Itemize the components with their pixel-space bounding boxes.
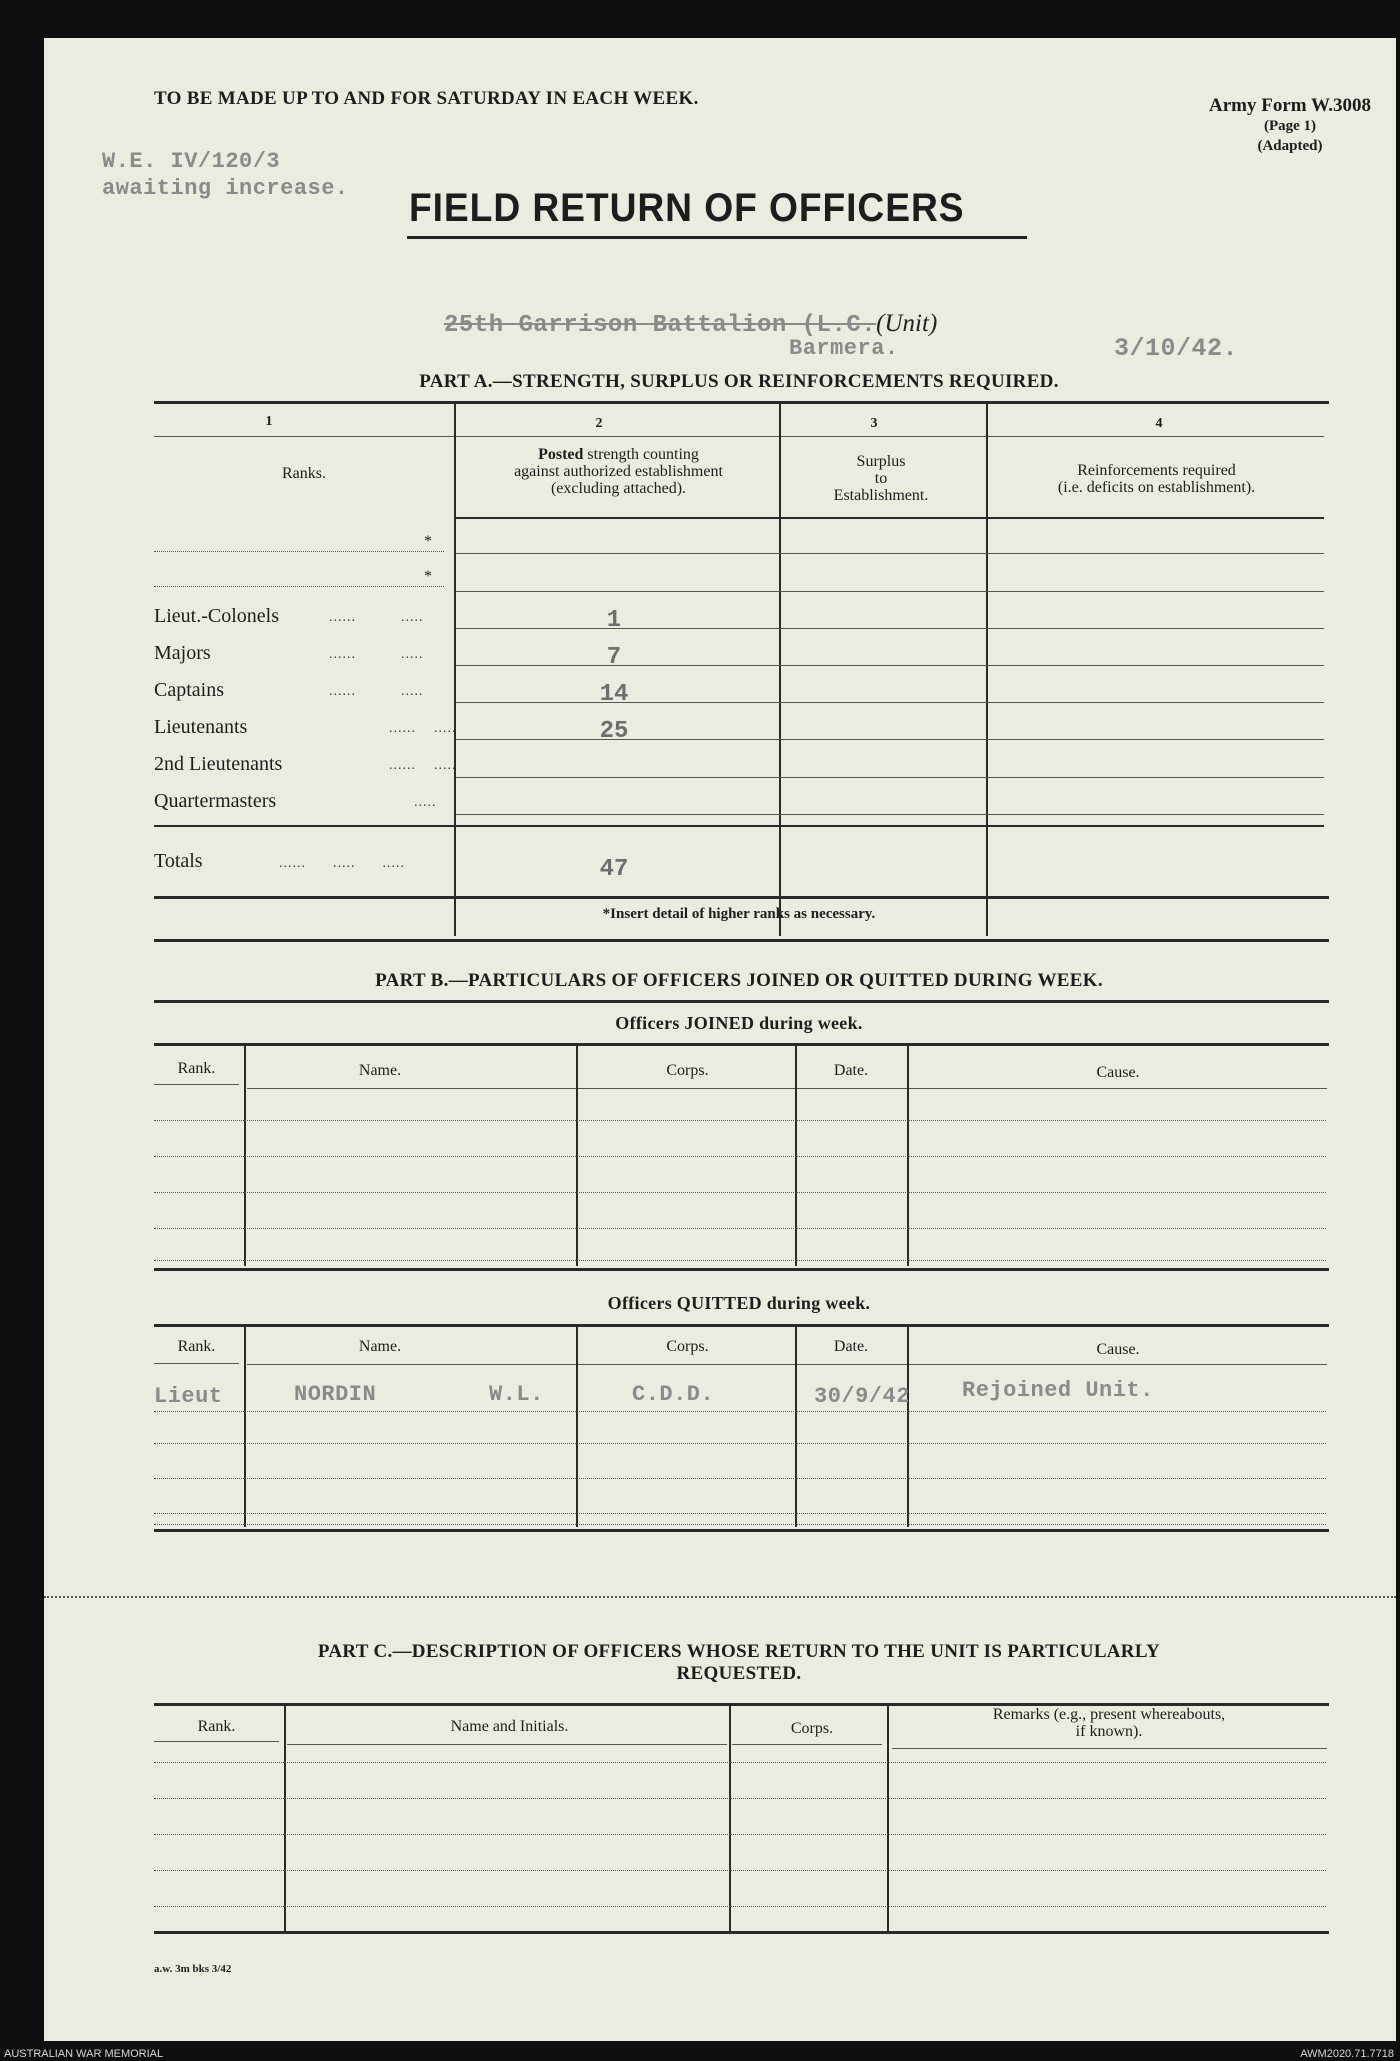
form-adapted: (Adapted) bbox=[1257, 138, 1323, 154]
quitted-rank-rule bbox=[154, 1363, 239, 1364]
part-c-bottom-rule bbox=[154, 1931, 1329, 1934]
quitted-line-3 bbox=[154, 1478, 1326, 1479]
asterisk-row-2-dots bbox=[154, 586, 444, 587]
quitted-bottom-rule bbox=[154, 1529, 1329, 1532]
part-c-remarks-2: if known). bbox=[1075, 1723, 1143, 1740]
joined-title: Officers JOINED during week. bbox=[615, 1013, 863, 1033]
rank-row-captains: Captains bbox=[154, 679, 224, 701]
part-a-col-divider-3 bbox=[986, 404, 988, 936]
part-c-corps-rule bbox=[732, 1744, 882, 1745]
totals-value: 47 bbox=[599, 856, 629, 883]
form-number: Army Form W.3008 bbox=[1208, 95, 1371, 116]
part-c-title bbox=[154, 1641, 1324, 1685]
part-a-note: *Insert detail of higher ranks as necessary. bbox=[602, 906, 876, 922]
surplus-head-1: Surplus bbox=[856, 453, 906, 470]
posted-head bbox=[456, 446, 781, 497]
leader-dots: ...... ..... bbox=[329, 610, 424, 625]
quitted-initials-value: W.L. bbox=[489, 1382, 544, 1407]
part-a-bottom-rule bbox=[154, 896, 1329, 899]
joined-top-rule bbox=[154, 1043, 1329, 1046]
asterisk-row-1-dots bbox=[154, 551, 444, 552]
asterisk-1: * bbox=[424, 533, 432, 550]
posted-head-3: (excluding attached). bbox=[550, 480, 687, 497]
quitted-rank-value: Lieut bbox=[154, 1384, 223, 1409]
col-number-rule bbox=[456, 436, 1324, 437]
part-c-remarks-1: Remarks (e.g., present whereabouts, bbox=[992, 1706, 1226, 1723]
posted-head-bold: Posted bbox=[538, 446, 584, 463]
quitted-line-1 bbox=[154, 1411, 1326, 1412]
print-code: a.w. 3m bks 3/42 bbox=[154, 1963, 232, 1975]
leader-dots: ...... ..... ..... bbox=[279, 856, 405, 871]
joined-rank-rule bbox=[154, 1084, 239, 1085]
part-a-col-divider-1 bbox=[454, 404, 456, 936]
rank-row-2nd-lieutenants: 2nd Lieutenants bbox=[154, 753, 283, 775]
unit-place: Barmera. bbox=[789, 336, 899, 361]
perforation-line bbox=[44, 1596, 1396, 1598]
row-rule-8 bbox=[456, 814, 1324, 815]
accession-number: AWM2020.71.7718 bbox=[1300, 2048, 1394, 2060]
joined-head-name: Name. bbox=[358, 1062, 402, 1079]
joined-head-date: Date. bbox=[833, 1062, 869, 1079]
quitted-line-4 bbox=[154, 1513, 1326, 1514]
part-c-head-name: Name and Initials. bbox=[450, 1718, 569, 1735]
part-b-title: PART B.—PARTICULARS OF OFFICERS JOINED OR QUITTED DURING WEEK. bbox=[375, 970, 1103, 991]
form-sheet bbox=[44, 38, 1396, 2041]
part-c-divider-1 bbox=[284, 1706, 286, 1931]
quitted-line-2 bbox=[154, 1443, 1326, 1444]
part-c-name-rule bbox=[287, 1744, 727, 1745]
rank-row-quartermasters: Quartermasters bbox=[154, 790, 277, 812]
col-number-4: 4 bbox=[1155, 416, 1163, 431]
quitted-surname-value: NORDIN bbox=[294, 1382, 377, 1407]
part-c-rank-rule bbox=[154, 1741, 279, 1742]
posted-head-1: strength counting bbox=[587, 446, 699, 463]
weekly-instruction: TO BE MADE UP TO AND FOR SATURDAY IN EACH WEEK. bbox=[154, 88, 699, 109]
asterisk-2: * bbox=[424, 568, 432, 585]
posted-captains: 14 bbox=[599, 681, 629, 708]
part-c-divider-3 bbox=[887, 1706, 889, 1931]
stamp-line-2: awaiting increase. bbox=[102, 176, 349, 201]
col-number-3: 3 bbox=[870, 416, 878, 431]
joined-line-1 bbox=[154, 1120, 1326, 1121]
part-a-top-rule bbox=[154, 401, 1329, 404]
quitted-divider-3 bbox=[795, 1327, 797, 1527]
quitted-cause-value: Rejoined Unit. bbox=[962, 1378, 1154, 1403]
totals-label: Totals bbox=[154, 850, 203, 872]
posted-lieutenants: 25 bbox=[599, 718, 629, 745]
part-c-line-1 bbox=[154, 1762, 1326, 1763]
joined-line-3 bbox=[154, 1192, 1326, 1193]
surplus-head-3: Establishment. bbox=[833, 487, 929, 504]
col-number-1: 1 bbox=[265, 414, 273, 429]
row-rule-2 bbox=[456, 591, 1324, 592]
part-a-col-divider-2 bbox=[779, 404, 781, 936]
stamp-line-1: W.E. IV/120/3 bbox=[102, 149, 281, 174]
leader-dots: ...... ..... bbox=[389, 758, 457, 773]
row-rule-7 bbox=[456, 777, 1324, 778]
quitted-head-cause: Cause. bbox=[1096, 1341, 1140, 1358]
joined-head-rule bbox=[247, 1088, 1327, 1089]
part-c-remarks-rule bbox=[892, 1748, 1327, 1749]
part-c-line-2 bbox=[154, 1798, 1326, 1799]
form-number-block bbox=[1209, 96, 1371, 156]
quitted-title: Officers QUITTED during week. bbox=[607, 1293, 871, 1313]
col-number-2: 2 bbox=[595, 416, 603, 431]
part-c-head-remarks bbox=[889, 1706, 1329, 1740]
title-underline bbox=[407, 236, 1027, 239]
joined-bottom-rule bbox=[154, 1268, 1329, 1271]
reinforcements-head-2: (i.e. deficits on establishment). bbox=[1057, 479, 1256, 496]
row-rule-1 bbox=[456, 553, 1324, 554]
quitted-head-corps: Corps. bbox=[666, 1338, 709, 1355]
posted-head-2: against authorized establishment bbox=[514, 463, 723, 480]
quitted-top-rule bbox=[154, 1324, 1329, 1327]
establishment-stamp bbox=[102, 148, 349, 202]
leader-dots: ...... ..... bbox=[389, 721, 457, 736]
joined-line-5 bbox=[154, 1260, 1326, 1261]
rank-row-majors: Majors bbox=[154, 642, 211, 664]
quitted-divider-1 bbox=[244, 1327, 246, 1527]
leader-dots: ...... ..... bbox=[329, 647, 424, 662]
unit-line bbox=[444, 310, 937, 339]
unit-label: (Unit) bbox=[876, 310, 938, 337]
quitted-corps-value: C.D.D. bbox=[632, 1382, 715, 1407]
rank-row-lieut-colonels: Lieut.-Colonels bbox=[154, 605, 279, 627]
joined-head-rank: Rank. bbox=[177, 1060, 216, 1077]
quitted-divider-4 bbox=[907, 1327, 909, 1527]
part-a-end-rule bbox=[154, 939, 1329, 942]
quitted-head-rank: Rank. bbox=[177, 1338, 216, 1355]
posted-majors: 7 bbox=[606, 644, 622, 671]
rank-row-lieutenants: Lieutenants bbox=[154, 716, 248, 738]
ranks-head: Ranks. bbox=[282, 465, 326, 482]
return-date: 3/10/42. bbox=[1114, 334, 1239, 363]
quitted-head-name: Name. bbox=[358, 1338, 402, 1355]
part-c-divider-2 bbox=[729, 1706, 731, 1931]
totals-top-rule bbox=[154, 825, 1324, 827]
joined-line-2 bbox=[154, 1156, 1326, 1157]
posted-lieut-colonels: 1 bbox=[606, 607, 622, 634]
part-c-line-3 bbox=[154, 1834, 1326, 1835]
quitted-head-rule bbox=[247, 1364, 1327, 1365]
leader-dots: ...... ..... bbox=[329, 684, 424, 699]
col1-number-rule bbox=[154, 436, 454, 437]
form-page: (Page 1) bbox=[1263, 118, 1317, 134]
part-c-line-5 bbox=[154, 1906, 1326, 1907]
part-c-title-2: REQUESTED. bbox=[676, 1663, 802, 1684]
reinforcements-head bbox=[989, 462, 1324, 496]
reinforcements-head-1: Reinforcements required bbox=[1077, 462, 1236, 479]
surplus-head bbox=[781, 453, 981, 504]
part-c-title-1: PART C.—DESCRIPTION OF OFFICERS WHOSE RETURN TO THE UNIT IS PARTICULARLY bbox=[317, 1641, 1161, 1662]
joined-head-corps: Corps. bbox=[666, 1062, 709, 1079]
archive-credit: AUSTRALIAN WAR MEMORIAL bbox=[4, 2048, 164, 2060]
quitted-head-date: Date. bbox=[833, 1338, 869, 1355]
part-c-line-4 bbox=[154, 1870, 1326, 1871]
col-head-rule bbox=[456, 517, 1324, 519]
unit-name: 25th Garrison Battalion (L.C. bbox=[444, 312, 877, 339]
part-a-title: PART A.—STRENGTH, SURPLUS OR REINFORCEMENTS REQUIRED. bbox=[419, 371, 1059, 392]
surplus-head-2: to bbox=[874, 470, 888, 487]
part-c-head-corps: Corps. bbox=[790, 1720, 834, 1737]
page-title: FIELD RETURN OF OFFICERS bbox=[409, 186, 965, 230]
quitted-line-5 bbox=[154, 1524, 1326, 1525]
joined-line-4 bbox=[154, 1228, 1326, 1229]
part-b-top-rule bbox=[154, 1000, 1329, 1003]
quitted-divider-2 bbox=[576, 1327, 578, 1527]
quitted-date-value: 30/9/42 bbox=[814, 1384, 910, 1409]
part-c-head-rank: Rank. bbox=[197, 1718, 236, 1735]
leader-dots: ..... bbox=[414, 795, 437, 810]
joined-head-cause: Cause. bbox=[1096, 1064, 1140, 1081]
